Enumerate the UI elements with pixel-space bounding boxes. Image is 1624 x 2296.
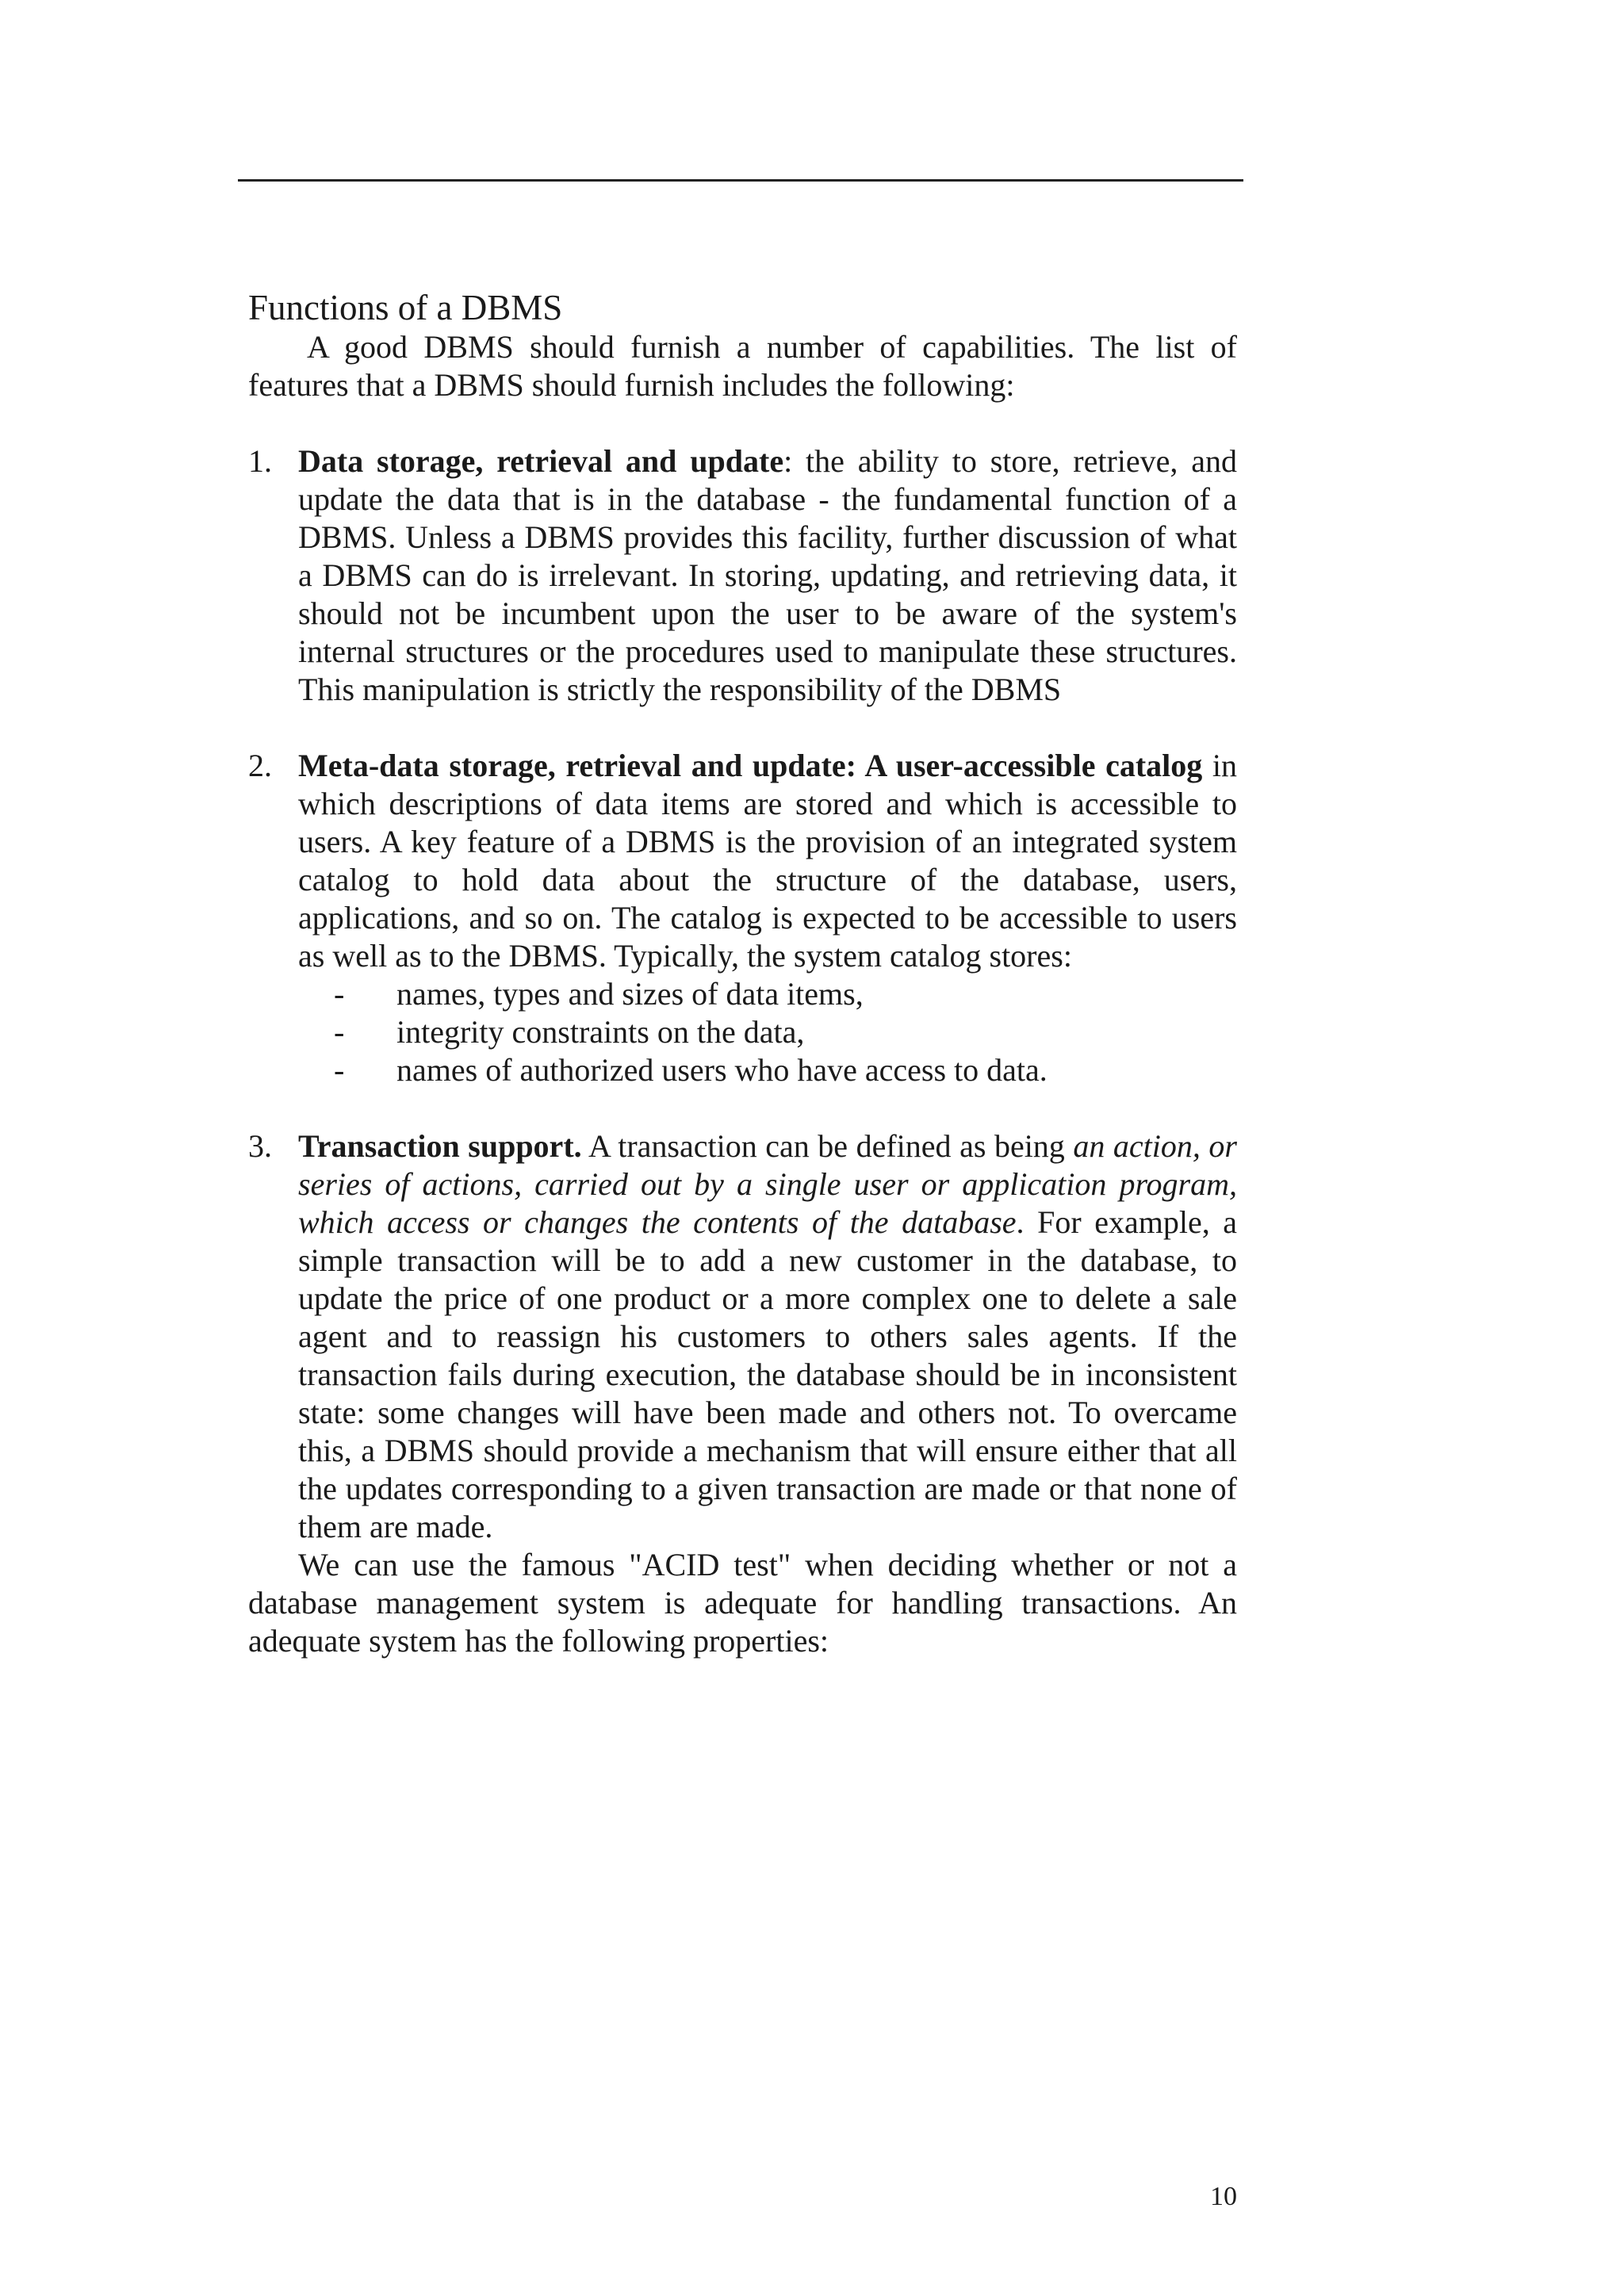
transaction-definition: an action, or series of actions, carried out by a single user or application program, which access or changes the contents of the database (298, 1128, 1237, 1240)
list-item-1 (248, 442, 1237, 709)
bullet-dash: - (334, 1014, 345, 1050)
list-item-text (298, 442, 1237, 709)
bullet-item: - integrity constraints on the data, (334, 1014, 805, 1050)
item-title: Data storage, retrieval and update (298, 443, 784, 479)
list-number: 1. (248, 443, 272, 479)
item-body: A transaction can be defined as being (581, 1128, 1074, 1164)
item-body: in which descriptions of data items are stored and which is accessible to users. A key feature of a DBMS is the provision of an integrated system catalog to hold data about the structure of the database, users, applications, and so on. The catalog is expected to be accessible to users as well as to the DBMS. Typically, the system catalog stores: (298, 748, 1237, 974)
bullet-dash: - (334, 976, 345, 1012)
item-body-cont: . For example, a simple transaction will be to add a new customer in the database, to update the price of one product or a more complex one to delete a sale agent and to reassign his customers to others sales agents. If the transaction fails during execution, the database should be in inconsistent state: some changes will have been made and others not. To overcame this, a DBMS should provide a mechanism that will ensure either that all the updates corresponding to a given transaction are made or that none of them are made. (298, 1204, 1237, 1544)
document-body (248, 287, 1237, 1660)
item-title: Transaction support. (298, 1128, 582, 1164)
list-item-text (298, 1127, 1237, 1546)
catalog-bullet-list (248, 975, 1237, 1089)
bullet-item: - names of authorized users who have access to data. (334, 1052, 1048, 1088)
item-title: Meta-data storage, retrieval and update: A user-accessible catalog (298, 748, 1203, 783)
list-number: 3. (248, 1128, 272, 1164)
section-heading: Functions of a DBMS (248, 288, 563, 327)
header-rule (238, 179, 1243, 182)
bullet-item: - names, types and sizes of data items, (334, 976, 864, 1012)
list-number: 2. (248, 748, 272, 783)
list-item-3 (248, 1127, 1237, 1546)
page-number: 10 (1210, 2182, 1237, 2211)
intro-paragraph: A good DBMS should furnish a number of capabilities. The list of features that a DBMS should furnish includes the following: (248, 329, 1237, 403)
list-item-text (298, 747, 1237, 975)
closing-paragraph: We can use the famous "ACID test" when deciding whether or not a database management system is adequate for handling transactions. An adequate system has the following properties: (248, 1547, 1237, 1659)
bullet-dash: - (334, 1052, 345, 1088)
item-body: : the ability to store, retrieve, and update the data that is in the database - the fundamental function of a DBMS. Unless a DBMS provides this facility, further discussion of what a DBMS can do is irrelevant. In storing, updating, and retrieving data, it should not be incumbent upon the user to be aware of the system's internal structures or the procedures used to manipulate these structures. This manipulation is strictly the responsibility of the DBMS (298, 443, 1238, 707)
list-item-2 (248, 747, 1237, 975)
